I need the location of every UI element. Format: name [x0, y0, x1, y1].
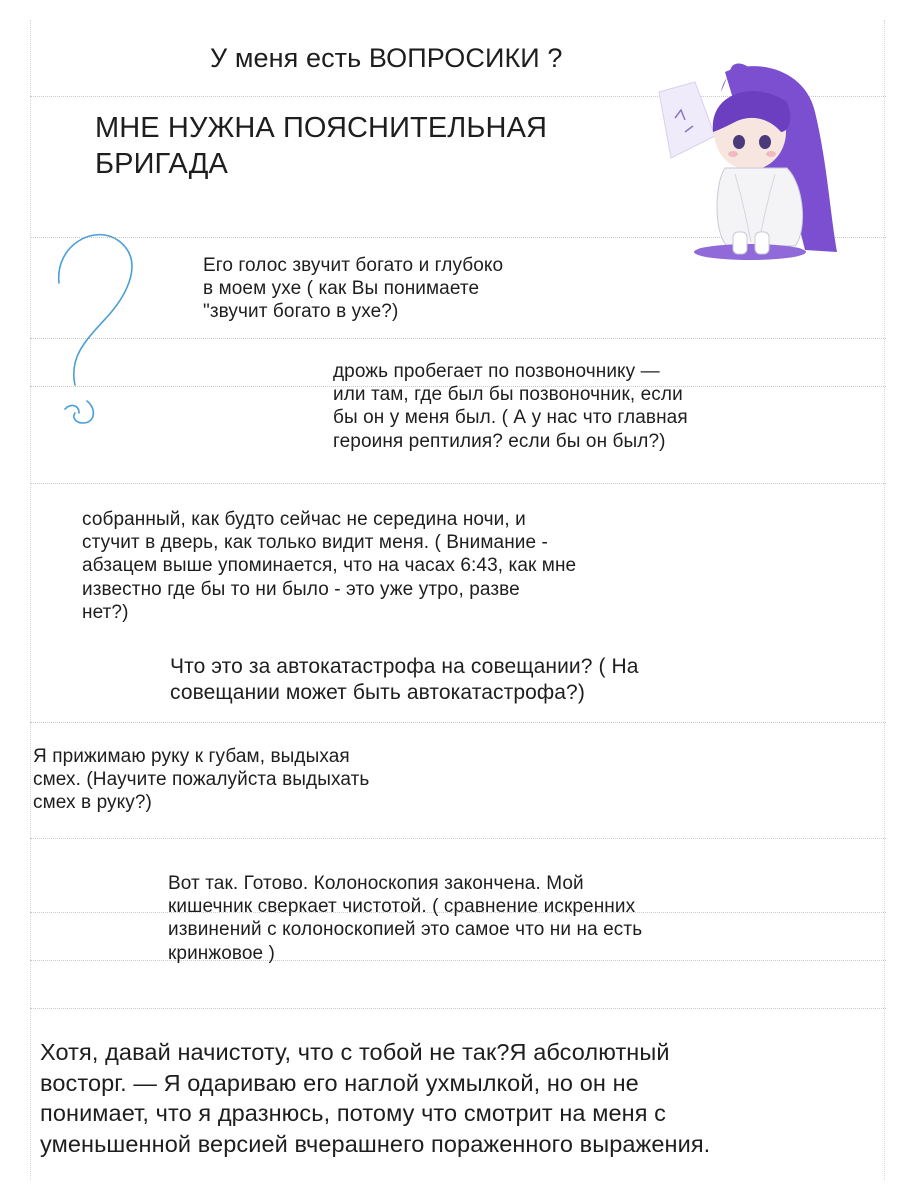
- text-line: Хотя, давай начистоту, что с тобой не так?Я абсолютный: [40, 1039, 670, 1065]
- chibi-character-illustration: [655, 62, 845, 262]
- text-line: кишечник сверкает чистотой. ( сравнение искренних: [168, 896, 636, 918]
- text-line: дрожь пробегает по позвоночнику —: [333, 361, 660, 382]
- heading-line: МНЕ НУЖНА ПОЯСНИТЕЛЬНАЯ: [95, 112, 548, 144]
- paragraph-7: [40, 1037, 740, 1159]
- text-line: в моем ухе ( как Вы понимаете: [203, 278, 480, 300]
- text-line: понимает, что я дразнюсь, потому что смотрит на меня с: [40, 1100, 667, 1127]
- paragraph-6: [168, 872, 728, 965]
- page-title: У меня есть ВОПРОСИКИ ?: [210, 43, 563, 73]
- text-line: героиня рептилия? если бы он был?): [333, 430, 666, 452]
- margin-line-left: [30, 20, 31, 1180]
- text-line: известно где бы то ни было - это уже утро, разве: [82, 578, 520, 600]
- text-line: совещании может быть автокатастрофа?): [170, 680, 585, 704]
- paragraph-5: [33, 745, 443, 815]
- text-line: восторг. — Я одариваю его наглой ухмылкой, но он не: [40, 1069, 639, 1096]
- text-line: смех. (Научите пожалуйста выдыхать: [33, 769, 370, 791]
- text-line: кринжовое ): [168, 942, 275, 964]
- text-line: Я прижимаю руку к губам, выдыхая: [33, 746, 350, 767]
- text-line: извинений с колоноскопией это самое что ни на есть: [168, 919, 643, 941]
- text-line: или там, где был бы позвоночник, если: [333, 384, 683, 406]
- text-line: стучит в дверь, как только видит меня. ( Внимание -: [82, 532, 548, 554]
- paragraph-4: [170, 654, 710, 705]
- ruled-line: [30, 1008, 886, 1009]
- text-line: Что это за автокатастрофа на совещании? ( На: [170, 655, 639, 678]
- text-line: смех в руку?): [33, 792, 152, 814]
- text-line: "звучит богато в ухе?): [203, 301, 399, 323]
- text-line: абзацем выше упоминается, что на часах 6:43, как мне: [82, 555, 577, 577]
- text-line: нет?): [82, 601, 129, 623]
- margin-line-right: [884, 20, 885, 1180]
- text-line: уменьшенной версией вчерашнего пораженного выражения.: [40, 1130, 711, 1157]
- ruled-line: [30, 838, 886, 839]
- text-line: Его голос звучит богато и глубоко: [203, 255, 504, 276]
- paragraph-2: [333, 360, 753, 453]
- section-heading: [95, 110, 615, 183]
- paragraph-3: [82, 508, 662, 624]
- ruled-line: [30, 483, 886, 484]
- ruled-line: [30, 722, 886, 723]
- handdrawn-question-mark-icon: [45, 225, 145, 435]
- text-line: Вот так. Готово. Колоноскопия закончена. Мой: [168, 873, 584, 894]
- text-line: собранный, как будто сейчас не середина ночи, и: [82, 509, 526, 530]
- ruled-line: [30, 338, 886, 339]
- text-line: бы он у меня был. ( А у нас что главная: [333, 407, 688, 429]
- heading-line: БРИГАДА: [95, 148, 228, 181]
- paragraph-1: [203, 254, 563, 324]
